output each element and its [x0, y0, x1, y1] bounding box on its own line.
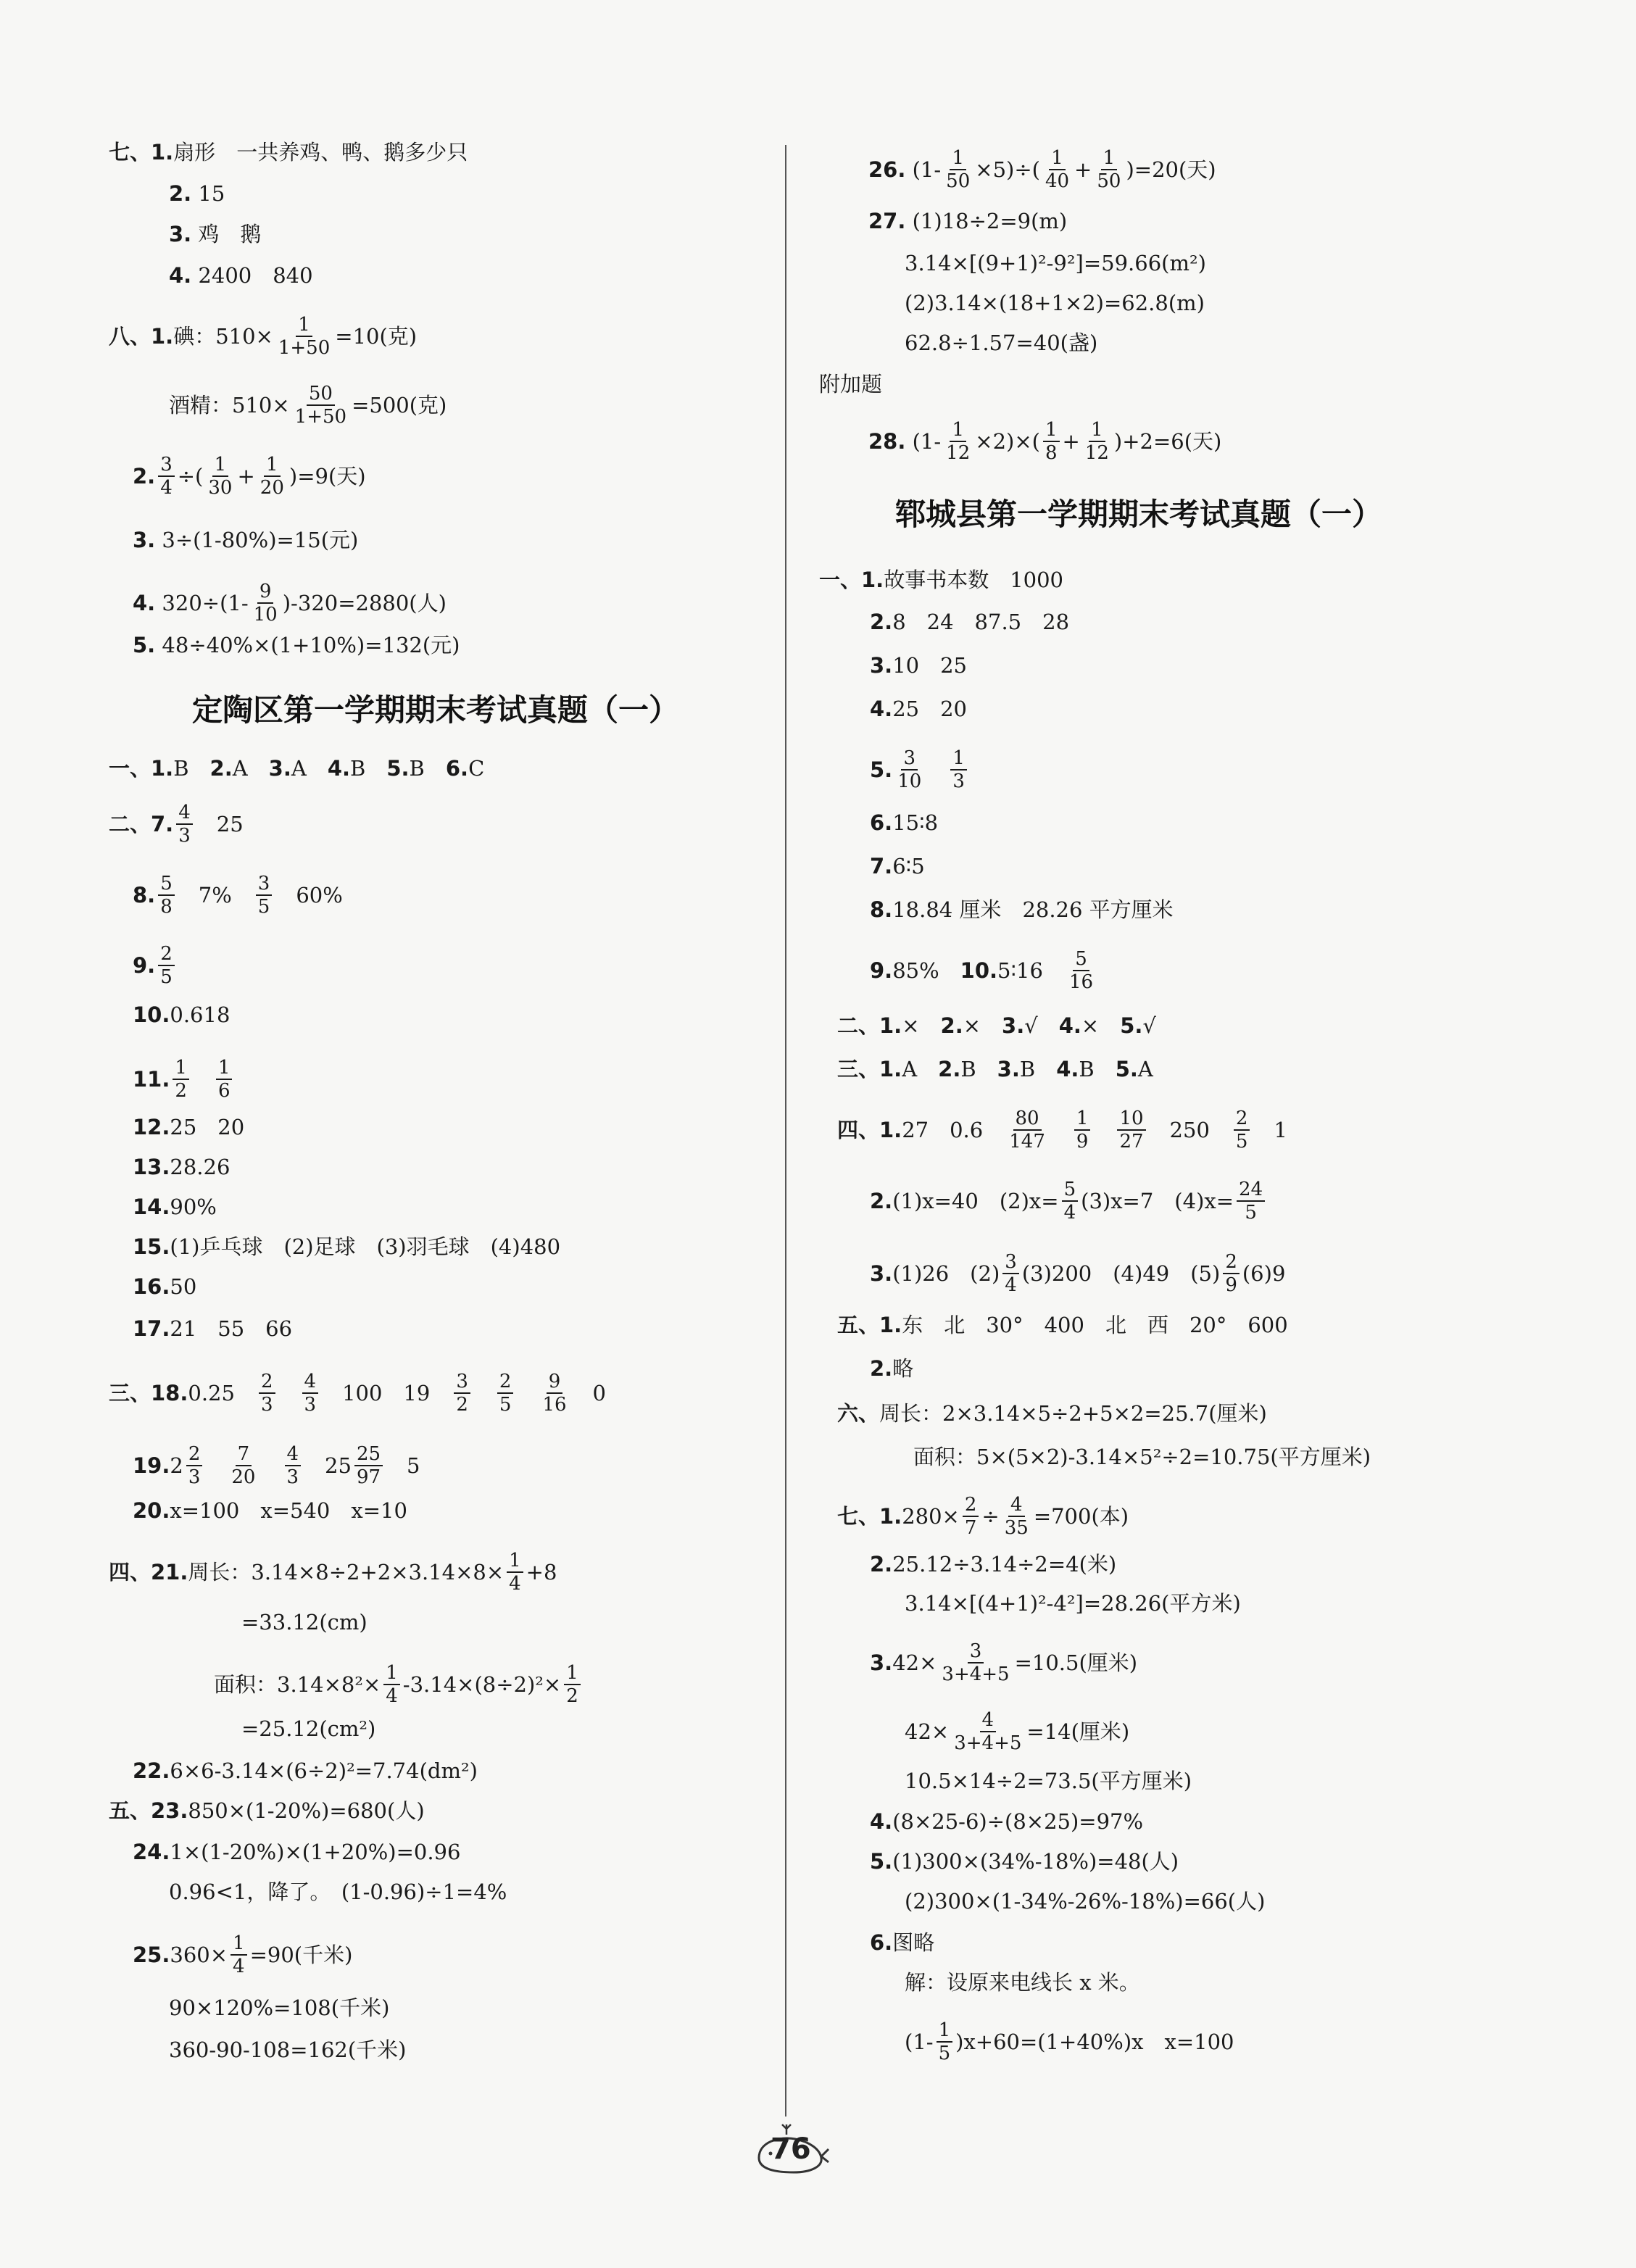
answer-line: 62.8÷1.57=40(盏) [905, 331, 1098, 355]
answer-line: 4. 2400 840 [169, 263, 313, 288]
answer-line: 七、1.扇形 一共养鸡、鸭、鹅多少只 [109, 140, 468, 165]
answer-line: 7.6∶5 [870, 854, 925, 878]
fraction: $\frac{3}{4}$ [158, 454, 175, 499]
fraction: $\frac{5}{16}$ [1068, 948, 1094, 993]
fraction: $\frac{3}{5}$ [256, 873, 273, 918]
answer-line: (2)3.14×(18+1×2)=62.8(m) [905, 291, 1205, 315]
fraction: $\frac{4}{35}$ [1004, 1494, 1029, 1539]
answer-line: 6.15∶8 [870, 810, 939, 835]
answer-line: 12.25 20 [133, 1115, 245, 1139]
answer-line: 26. (1- $\frac{1}{50}$ ×5)÷( $\frac{1}{40}$ + $\frac{1}{50}$ )=20(天) [868, 147, 1216, 192]
answer-line: 三、1.A 2.B 3.B 4.B 5.A [837, 1057, 1153, 1081]
fraction: $\frac{50}{1+50}$ [294, 383, 347, 428]
answer-line: 二、7. $\frac{4}{3}$ 25 [109, 802, 244, 847]
fraction: $\frac{4}{3}$ [285, 1443, 302, 1488]
answer-line: 10.5×14÷2=73.5(平方厘米) [905, 1769, 1192, 1793]
fraction: $\frac{4}{3}$ [176, 802, 193, 847]
fraction: $\frac{1}{1+50}$ [278, 314, 331, 359]
answer-line: 2.25.12÷3.14÷2=4(米) [870, 1552, 1117, 1577]
answer-line: 16.50 [133, 1274, 197, 1299]
fraction: $\frac{1}{20}$ [259, 454, 284, 499]
answer-line: 八、1.碘：510× $\frac{1}{1+50}$ =10(克) [109, 314, 418, 359]
fraction: $\frac{3}{2}$ [454, 1371, 470, 1416]
answer-line: 3.42× $\frac{3}{3+4+5}$ =10.5(厘米) [870, 1640, 1138, 1685]
fraction: $\frac{2}{5}$ [497, 1371, 514, 1416]
section-heading: 定陶区第一学期期末考试真题（一） [192, 692, 680, 728]
answer-line: 13.28.26 [133, 1155, 231, 1179]
answer-line: 一、1.故事书本数 1000 [819, 568, 1064, 592]
answer-line: 五、1.东 北 30° 400 北 西 20° 600 [837, 1313, 1288, 1337]
answer-line: =33.12(cm) [241, 1610, 368, 1634]
answer-line: 15.(1)乒乓球 (2)足球 (3)羽毛球 (4)480 [133, 1234, 561, 1259]
answer-line: 5. $\frac{3}{10}$ $\frac{1}{3}$ [870, 749, 970, 794]
fraction: $\frac{2}{7}$ [963, 1494, 979, 1539]
answer-line: 6.图略 [870, 1930, 935, 1955]
fraction: $\frac{4}{3+4+5}$ [954, 1709, 1022, 1754]
answer-line: 酒精：510× $\frac{50}{1+50}$ =500(克) [169, 383, 447, 428]
fraction: $\frac{4}{3}$ [302, 1371, 319, 1416]
fraction: $\frac{1}{4}$ [383, 1662, 400, 1707]
fraction: $\frac{1}{2}$ [173, 1057, 189, 1102]
answer-line: 360-90-108=162(千米) [169, 2038, 407, 2062]
answer-line: 4.(8×25-6)÷(8×25)=97% [870, 1809, 1144, 1834]
fraction: $\frac{1}{5}$ [937, 2019, 953, 2064]
answer-line: 3.(1)26 (2) $\frac{3}{4}$ (3)200 (4)49 (5) $\frac{2}{9}$ (6)9 [870, 1251, 1286, 1296]
answer-line: 四、21.周长：3.14×8÷2+2×3.14×8× $\frac{1}{4}$ +8 [109, 1550, 557, 1595]
answer-line: 20.x=100 x=540 x=10 [133, 1498, 407, 1523]
fraction: $\frac{1}{40}$ [1045, 147, 1070, 192]
answer-line: 3. 3÷(1-80%)=15(元) [133, 528, 359, 552]
fraction: $\frac{80}{147}$ [1009, 1108, 1045, 1152]
fraction: $\frac{7}{20}$ [231, 1443, 256, 1488]
answer-line: 19.2 $\frac{2}{3}$ $\frac{7}{20}$ $\frac{4}{3}$ 25 $\frac{25}{97}$ 5 [133, 1443, 420, 1488]
fraction: $\frac{3}{4}$ [1002, 1251, 1019, 1296]
answer-line: 三、18.0.25 $\frac{2}{3}$ $\frac{4}{3}$ 100 19 $\frac{3}{2}$ $\frac{2}{5}$ $\frac{9}{16}$ 0 [109, 1371, 606, 1416]
fraction: $\frac{2}{3}$ [186, 1443, 203, 1488]
answer-line: 面积：3.14×8²× $\frac{1}{4}$ -3.14×(8÷2)²× $\frac{1}{2}$ [214, 1663, 584, 1708]
answer-line: 42× $\frac{4}{3+4+5}$ =14(厘米) [905, 1709, 1130, 1754]
answer-line: 3. 鸡 鹅 [169, 222, 262, 246]
answer-line: 17.21 55 66 [133, 1316, 293, 1341]
answer-line: 24.1×(1-20%)×(1+20%)=0.96 [133, 1840, 461, 1864]
answer-line: 9. $\frac{2}{5}$ [133, 944, 178, 989]
fraction: $\frac{1}{50}$ [946, 147, 971, 192]
fraction: $\frac{2}{5}$ [1234, 1108, 1250, 1152]
answer-line: 2. 15 [169, 181, 225, 206]
fraction: $\frac{5}{8}$ [158, 873, 175, 918]
fraction: $\frac{5}{4}$ [1062, 1179, 1079, 1224]
answer-line: =25.12(cm²) [241, 1716, 376, 1741]
answer-line: 四、1.27 0.6 $\frac{80}{147}$ $\frac{1}{9}$ $\frac{10}{27}$ 250 $\frac{2}{5}$ 1 [837, 1108, 1287, 1152]
answer-line: 附加题 [819, 372, 883, 396]
fraction: $\frac{1}{4}$ [231, 1932, 247, 1977]
fraction: $\frac{2}{5}$ [158, 943, 175, 988]
answer-line: 27. (1)18÷2=9(m) [868, 209, 1068, 233]
answer-line: 解：设原来电线长 x 米。 [905, 1970, 1140, 1995]
answer-line: (2)300×(1-34%-26%-18%)=66(人) [905, 1889, 1266, 1914]
answer-line: 4.25 20 [870, 697, 968, 721]
fraction: $\frac{9}{10}$ [253, 581, 278, 626]
fraction: $\frac{1}{9}$ [1074, 1108, 1091, 1152]
fraction: $\frac{10}{27}$ [1117, 1108, 1145, 1152]
answer-line: 14.90% [133, 1195, 217, 1219]
fraction: $\frac{3}{10}$ [897, 747, 922, 792]
answer-line: 4. 320÷(1- $\frac{9}{10}$ )-320=2880(人) [133, 581, 447, 626]
answer-line: 一、1.B 2.A 3.A 4.B 5.B 6.C [109, 756, 485, 781]
answer-line: 3.14×[(4+1)²-4²]=28.26(平方米) [905, 1591, 1241, 1616]
answer-line: 3.10 25 [870, 653, 968, 678]
answer-line: 2.8 24 87.5 28 [870, 610, 1070, 634]
answer-line: 2. $\frac{3}{4}$ ÷( $\frac{1}{30}$ + $\frac{1}{20}$ )=9(天) [133, 454, 366, 499]
fraction: $\frac{1}{6}$ [216, 1057, 233, 1102]
answer-line: 六、周长：2×3.14×5÷2+5×2=25.7(厘米) [837, 1401, 1267, 1426]
fraction: $\frac{25}{97}$ [354, 1443, 383, 1488]
answer-line: 90×120%=108(千米) [169, 1995, 390, 2020]
fraction: $\frac{3}{3+4+5}$ [942, 1640, 1010, 1685]
answer-line: 0.96<1，降了。 (1-0.96)÷1=4% [169, 1879, 507, 1904]
column-divider [785, 145, 786, 2117]
fraction: $\frac{1}{8}$ [1043, 419, 1060, 464]
answer-line: 七、1.280× $\frac{2}{7}$ ÷ $\frac{4}{35}$ =700(本) [837, 1494, 1129, 1539]
section-heading: 郓城县第一学期期末考试真题（一） [895, 497, 1383, 532]
fraction: $\frac{9}{16}$ [542, 1371, 567, 1416]
page-number: 76 [771, 2132, 811, 2166]
answer-line: (1- $\frac{1}{5}$ )x+60=(1+40%)x x=100 [905, 2019, 1234, 2064]
answer-line: 5. 48÷40%×(1+10%)=132(元) [133, 633, 460, 657]
fraction: $\frac{1}{4}$ [507, 1550, 523, 1595]
answer-line: 二、1.× 2.× 3.√ 4.× 5.√ [837, 1013, 1156, 1038]
answer-line: 10.0.618 [133, 1002, 231, 1027]
answer-line: 面积：5×(5×2)-3.14×5²÷2=10.75(平方厘米) [913, 1445, 1371, 1469]
answer-line: 8. $\frac{5}{8}$ 7% $\frac{3}{5}$ 60% [133, 873, 343, 918]
fraction: $\frac{1}{2}$ [564, 1662, 581, 1707]
fraction: $\frac{1}{12}$ [1084, 419, 1109, 464]
answer-line: 8.18.84 厘米 28.26 平方厘米 [870, 897, 1174, 922]
answer-line: 2.(1)x=40 (2)x= $\frac{5}{4}$ (3)x=7 (4)x= $\frac{24}{5}$ [870, 1180, 1268, 1225]
fraction: $\frac{2}{9}$ [1223, 1251, 1240, 1296]
answer-line: 3.14×[(9+1)²-9²]=59.66(m²) [905, 251, 1206, 275]
fraction: $\frac{1}{30}$ [208, 454, 233, 499]
answer-line: 25.360× $\frac{1}{4}$ =90(千米) [133, 1932, 353, 1977]
fraction: $\frac{24}{5}$ [1237, 1179, 1265, 1224]
answer-line: 9.85% 10.5∶16 $\frac{5}{16}$ [870, 950, 1098, 994]
answer-line: 22.6×6-3.14×(6÷2)²=7.74(dm²) [133, 1758, 478, 1783]
answer-line: 2.略 [870, 1356, 914, 1381]
answer-line: 5.(1)300×(34%-18%)=48(人) [870, 1849, 1179, 1874]
fraction: $\frac{2}{3}$ [259, 1371, 275, 1416]
fraction: $\frac{1}{3}$ [950, 747, 967, 792]
answer-line: 28. (1- $\frac{1}{12}$ ×2)×( $\frac{1}{8}$ + $\frac{1}{12}$ )+2=6(天) [868, 419, 1222, 464]
fraction: $\frac{1}{50}$ [1097, 147, 1121, 192]
answer-line: 五、23.850×(1-20%)=680(人) [109, 1798, 425, 1823]
answer-line: 11. $\frac{1}{2}$ $\frac{1}{6}$ [133, 1058, 235, 1103]
fraction: $\frac{1}{12}$ [946, 419, 971, 464]
